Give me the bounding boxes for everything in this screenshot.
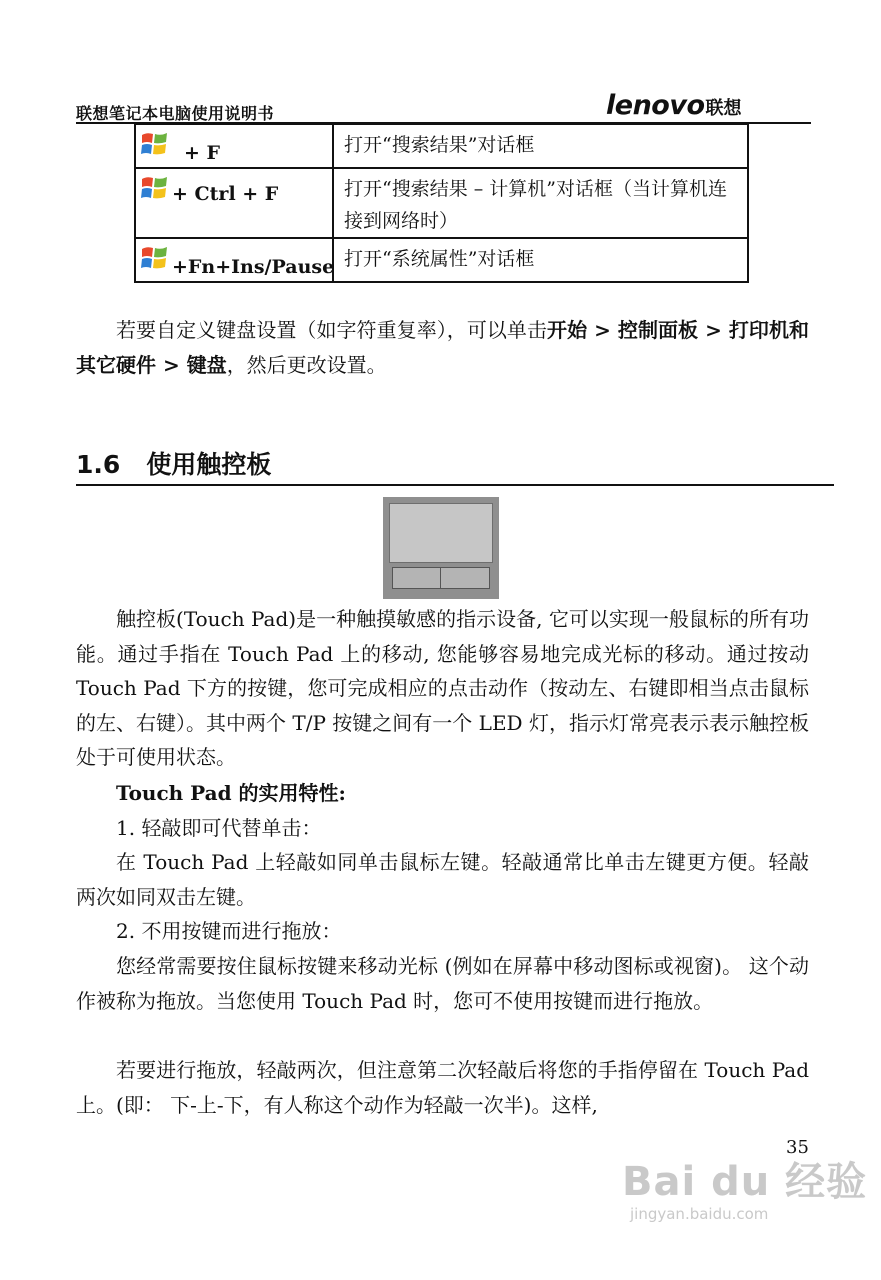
table-row — [135, 238, 748, 282]
key-cell — [135, 238, 333, 282]
touchpad-image — [383, 497, 499, 599]
shortcut-table — [134, 123, 749, 283]
keyboard-settings-paragraph — [76, 313, 809, 382]
feature-2-title: 2. 不用按键而进行拖放： — [116, 919, 342, 943]
menu-path-start: 开始 — [547, 318, 588, 342]
path-separator: > — [587, 318, 618, 342]
drag-paragraph: 若要进行拖放，轻敲两次，但注意第二次轻敲后将您的手指停留在 Touch Pad 上。(即： 下-上-下，有人称这个动作为轻敲一次半)。这样, — [76, 1058, 809, 1117]
section-number: 1.6 — [76, 450, 121, 479]
windows-logo-icon — [140, 175, 170, 203]
path-separator: > — [156, 352, 187, 377]
logo-cn: 联想 — [705, 98, 742, 119]
text-span: 若要自定义键盘设置（如字符重复率），可以单击 — [116, 318, 548, 342]
features-heading-text: Touch Pad 的实用特性: — [116, 781, 346, 805]
section-heading — [76, 445, 271, 481]
shortcut-key: +Fn+Ins/Pause — [172, 256, 335, 278]
menu-path-printers: 打印机和其它硬件 — [76, 318, 810, 377]
shortcut-key: + F — [184, 142, 221, 164]
shortcut-key: + Ctrl + F — [172, 183, 279, 205]
path-separator: > — [698, 318, 729, 342]
key-cell — [135, 168, 333, 238]
lenovo-logo — [606, 90, 742, 121]
windows-logo-icon — [140, 131, 170, 159]
shortcut-desc: 打开“搜索结果 – 计算机”对话框（当计算机连接到网络时） — [333, 168, 748, 238]
section-rule — [76, 484, 834, 486]
menu-path-control-panel: 控制面板 — [617, 318, 699, 342]
features-heading — [76, 776, 809, 811]
key-cell — [135, 124, 333, 168]
baidu-watermark — [622, 1150, 867, 1223]
watermark-sub: jingyan.baidu.com — [630, 1205, 769, 1223]
windows-logo-icon — [140, 245, 170, 273]
feature-1-body: 在 Touch Pad 上轻敲如同单击鼠标左键。轻敲通常比单击左键更方便。轻敲两次如同双击左键。 — [76, 850, 809, 909]
feature-2-body: 您经常需要按住鼠标按键来移动光标 (例如在屏幕中移动图标或视窗)。 这个动作被称为拖放。当您使用 Touch Pad 时，您可不使用按键而进行拖放。 — [76, 954, 809, 1013]
touchpad-surface — [389, 503, 493, 563]
touchpad-left-button — [392, 567, 442, 589]
shortcut-desc: 打开“搜索结果”对话框 — [333, 124, 748, 168]
table-row — [135, 124, 748, 168]
section-title: 使用触控板 — [146, 450, 272, 479]
text-span: ，然后更改设置。 — [226, 352, 387, 377]
touchpad-intro-paragraph: 触控板(Touch Pad)是一种触摸敏感的指示设备, 它可以实现一般鼠标的所有功能。通过手指在 Touch Pad 上的移动, 您能够容易地完成光标的移动。通过按动 Touch Pad 下方的按键，您可完成相应的点击动作（按动左、右键即相当点击鼠标的左、右键）。其中两个 T/P 按键之间有一个 LED 灯，指示灯常亮表示表示触控板处于可使用状态。 — [76, 607, 809, 769]
touchpad-right-button — [440, 567, 490, 589]
watermark-main: Bai du 经验 — [622, 1159, 868, 1205]
page-number: 35 — [786, 1137, 809, 1158]
manual-title: 联想笔记本电脑使用说明书 — [76, 104, 275, 123]
table-row — [135, 168, 748, 238]
shortcut-desc: 打开“系统属性”对话框 — [333, 238, 748, 282]
feature-1-title: 1. 轻敲即可代替单击： — [116, 816, 322, 840]
menu-path-keyboard: 键盘 — [186, 352, 227, 377]
logo-latin: lenovo — [606, 90, 705, 121]
